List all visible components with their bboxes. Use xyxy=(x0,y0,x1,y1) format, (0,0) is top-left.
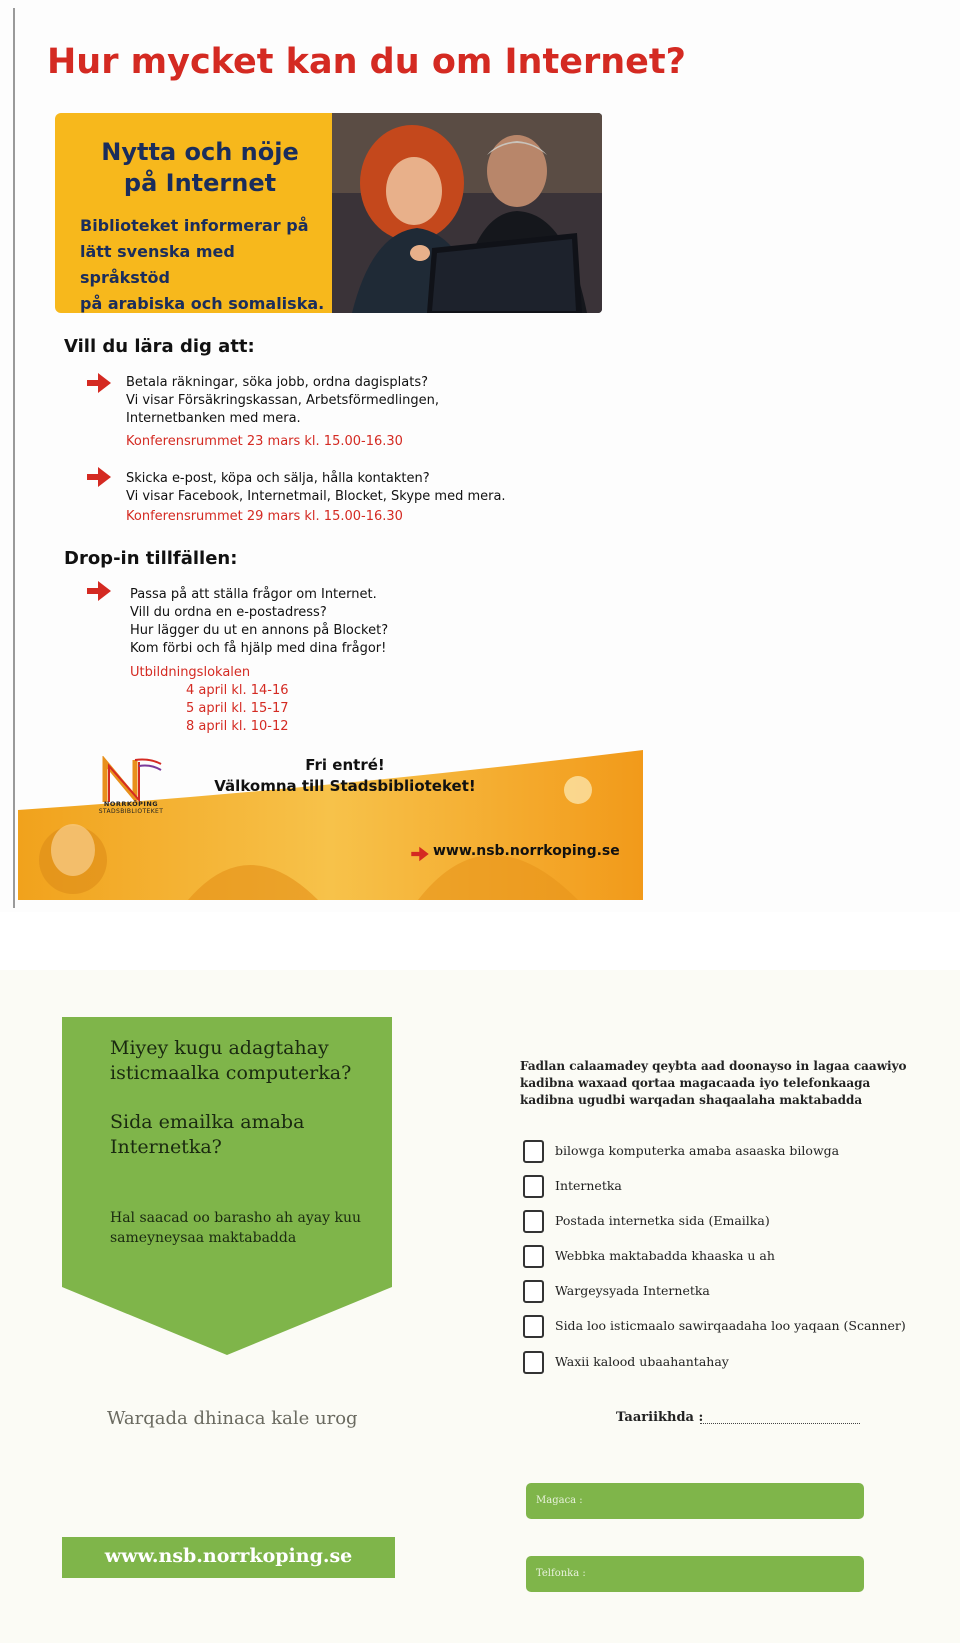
option-row[interactable] xyxy=(523,1175,943,1201)
phone-label: Telfonka : xyxy=(536,1568,586,1579)
option-row[interactable] xyxy=(523,1245,943,1271)
hero-text-line: på arabiska och somaliska. xyxy=(80,294,325,313)
option-row[interactable] xyxy=(523,1210,943,1236)
topic-line: Vi visar Försäkringskassan, Arbetsförmedlingen, xyxy=(126,393,439,408)
hero-text-line: lätt svenska med språkstöd xyxy=(80,242,235,287)
dropin-place: Utbildningslokalen xyxy=(130,665,251,680)
logo-subtext: STADSBIBLIOTEKET xyxy=(98,808,164,815)
checkbox[interactable] xyxy=(523,1245,544,1268)
hero-heading-line: på Internet xyxy=(123,169,277,197)
topic-line: Betala räkningar, söka jobb, ordna dagisplats? xyxy=(126,375,429,390)
dropin-time: 5 april kl. 15-17 xyxy=(186,701,289,716)
topic-item xyxy=(126,470,596,526)
dropin-line: Hur lägger du ut en annons på Blocket? xyxy=(130,623,389,638)
event-time: Konferensrummet 23 mars kl. 15.00-16.30 xyxy=(126,434,403,449)
option-row[interactable] xyxy=(523,1351,943,1377)
green-heading: Miyey kugu adagtahay isticmaalka computerka? xyxy=(110,1037,352,1084)
free-entry: Fri entré! xyxy=(305,756,385,774)
checkbox[interactable] xyxy=(523,1175,544,1198)
intro-heading: Vill du lära dig att: xyxy=(64,336,255,357)
checkbox[interactable] xyxy=(523,1140,544,1163)
checkbox[interactable] xyxy=(523,1210,544,1233)
norrkoping-library-logo xyxy=(95,756,165,804)
website-link[interactable]: www.nsb.norrkoping.se xyxy=(104,1545,353,1567)
dropin-time: 4 april kl. 14-16 xyxy=(186,683,289,698)
option-label: Waxii kalood ubaahantahay xyxy=(555,1354,729,1369)
dropin-line: Vill du ordna en e-postadress? xyxy=(130,605,327,620)
form-instructions: Fadlan calaamadey qeybta aad doonayso in lagaa caawiyo kadibna waxaad qortaa magacaada iyo telefonkaaga kadibna ugudbi warqadan shaqaalaha maktabadda xyxy=(520,1059,907,1107)
hero-text xyxy=(80,213,328,317)
logo-text: NORRKÖPING xyxy=(103,800,159,808)
name-label: Magaca : xyxy=(536,1495,583,1506)
topic-line: Vi visar Facebook, Internetmail, Blocket, Skype med mera. xyxy=(126,489,506,504)
event-time: Konferensrummet 29 mars kl. 15.00-16.30 xyxy=(126,509,403,524)
topic-item xyxy=(126,374,586,451)
option-row[interactable] xyxy=(523,1280,943,1306)
hero-text-line: Biblioteket informerar på xyxy=(80,216,309,235)
green-text: Hal saacad oo barasho ah ayay kuu sameyneysaa maktabadda xyxy=(110,1210,361,1246)
dropin-item xyxy=(130,586,570,658)
name-field[interactable] xyxy=(526,1483,864,1519)
welcome-line: Välkomna till Stadsbiblioteket! xyxy=(214,777,476,795)
topic-line: Skicka e-post, köpa och sälja, hålla kontakten? xyxy=(126,471,430,486)
option-row[interactable] xyxy=(523,1140,943,1166)
dropin-line: Passa på att ställa frågor om Internet. xyxy=(130,587,377,602)
date-label: Taariikhda : xyxy=(616,1410,704,1425)
dropin-time: 8 april kl. 10-12 xyxy=(186,719,289,734)
checkbox[interactable] xyxy=(523,1315,544,1338)
option-label: Postada internetka sida (Emailka) xyxy=(555,1213,770,1228)
dropin-times xyxy=(186,682,289,736)
turn-page-note: Warqada dhinaca kale urog xyxy=(107,1408,358,1429)
red-arrow-icon xyxy=(410,846,430,862)
scan-edge xyxy=(13,8,15,908)
option-label: bilowga komputerka amaba asaaska bilowga xyxy=(555,1143,840,1158)
hero-heading xyxy=(100,137,300,199)
people-at-laptop-photo xyxy=(332,113,602,313)
topic-line: Internetbanken med mera. xyxy=(126,411,301,426)
option-label: Internetka xyxy=(555,1178,622,1193)
option-label: Wargeysyada Internetka xyxy=(555,1283,710,1298)
red-arrow-icon xyxy=(86,372,112,394)
option-label: Sida loo isticmaalo sawirqaadaha loo yaqaan (Scanner) xyxy=(555,1318,906,1333)
green-subheading: Sida emailka amaba Internetka? xyxy=(110,1111,305,1158)
dropin-line: Kom förbi och få hjälp med dina frågor! xyxy=(130,641,387,656)
option-row[interactable] xyxy=(523,1315,943,1341)
red-arrow-icon xyxy=(86,466,112,488)
welcome-text xyxy=(214,755,476,797)
checkbox[interactable] xyxy=(523,1351,544,1374)
red-arrow-icon xyxy=(86,580,112,602)
hero-heading-line: Nytta och nöje xyxy=(101,138,299,166)
date-line[interactable] xyxy=(700,1423,860,1424)
website-link[interactable]: www.nsb.norrkoping.se xyxy=(433,843,620,859)
dropin-heading: Drop-in tillfällen: xyxy=(64,548,238,569)
phone-field[interactable] xyxy=(526,1556,864,1592)
option-label: Webbka maktabadda khaaska u ah xyxy=(555,1248,775,1263)
checkbox[interactable] xyxy=(523,1280,544,1303)
flyer-title: Hur mycket kan du om Internet? xyxy=(47,42,686,82)
